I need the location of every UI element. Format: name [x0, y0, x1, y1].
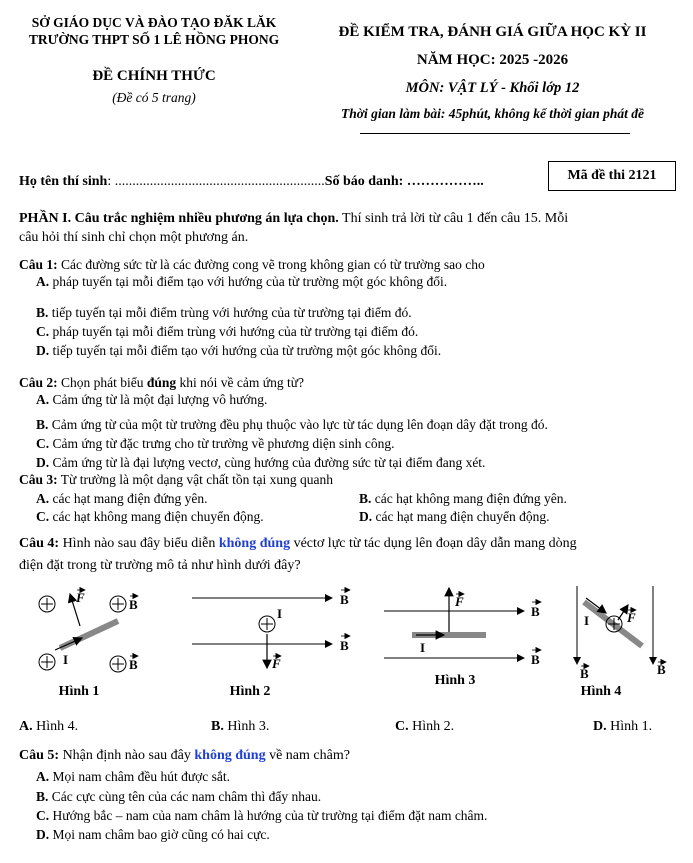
dept-line: SỞ GIÁO DỤC VÀ ĐÀO TẠO ĐĂK LĂK	[31, 15, 277, 30]
q1-num: Câu 1:	[19, 257, 58, 272]
q2-option-a: A. Cảm ứng từ là một đại lượng vô hướng.	[36, 392, 268, 407]
fig1-b-label-top: B	[129, 597, 138, 612]
fig3-i-label: I	[420, 640, 426, 655]
fig1-i-label: I	[63, 652, 69, 667]
q2-stem: Câu 2: Chọn phát biểu đúng khi nói về cảm ứng từ?	[19, 375, 305, 390]
fig4-f-label: F	[627, 610, 636, 625]
q5-option-a: A. Mọi nam châm đều hút được sắt.	[36, 769, 231, 784]
q1-option-d: D. tiếp tuyến tại mỗi điểm tạo với hướng của từ trường một góc không đổi.	[36, 343, 442, 358]
fig2-i-label: I	[277, 606, 283, 621]
figure-3	[384, 588, 541, 667]
b-into-page-symbol-2	[110, 596, 138, 612]
fig2-b-label-top: B	[340, 592, 349, 607]
q2-option-d: D. Cảm ứng từ là đại lượng vectơ, cùng hướng của đường sức từ tại điểm đang xét.	[36, 455, 486, 470]
fig4-b-label-left: B	[580, 666, 589, 681]
id-label: Số báo danh:	[324, 174, 404, 189]
fig2-f-label: F	[272, 656, 281, 671]
fig3-b-label-top: B	[531, 604, 540, 619]
q1-option-b: B. tiếp tuyến tại mỗi điểm trùng với hướng của từ trường tại điểm đó.	[36, 305, 412, 320]
q5-option-d: D. Mọi nam châm bao giờ cũng có hai cực.	[36, 827, 270, 842]
fig4-i-label: I	[584, 613, 590, 628]
q1-option-a: A. pháp tuyến tại mỗi điểm tạo với hướng của từ trường một góc không đổi.	[36, 274, 448, 289]
fig1-f-label: F	[76, 590, 85, 605]
q3-option-a: A. các hạt mang điện đứng yên.	[36, 491, 208, 506]
school-year: NĂM HỌC: 2025 -2026	[416, 52, 569, 68]
q4-figures	[0, 578, 693, 703]
q3-option-d: D. các hạt mang điện chuyển động.	[359, 509, 550, 524]
fig1-current-arrow	[55, 638, 82, 650]
fig2-b-label-bottom: B	[340, 638, 349, 653]
part1-title: PHẦN I. Câu trắc nghiệm nhiều phương án lựa chọn.	[19, 211, 339, 226]
exam-title: ĐỀ KIỂM TRA, ĐÁNH GIÁ GIỮA HỌC KỲ II	[338, 24, 647, 40]
q1-option-c: C. pháp tuyến tại mỗi điểm trùng với hướng của từ trường tại điểm đó.	[36, 324, 419, 339]
part1-instr: Thí sinh trả lời từ câu 1 đến câu 15. Mỗi	[338, 211, 569, 226]
time-note: Thời gian làm bài: 45phút, không kể thời gian phát đề	[341, 106, 644, 121]
q2-option-c: C. Cảm ứng từ đặc trưng cho từ trường về phương diện sinh công.	[36, 436, 395, 451]
fig1-b-label-bottom: B	[129, 657, 138, 672]
q4-option-d: D. Hình 1.	[593, 719, 653, 734]
b-into-page-symbol-3	[39, 654, 55, 670]
fig-caption-1: Hình 1	[58, 684, 100, 699]
fig-caption-2: Hình 2	[229, 684, 271, 699]
fig3-f-label: F	[455, 594, 464, 609]
q3-option-b: B. các hạt không mang điện đứng yên.	[359, 491, 567, 506]
student-name-row	[19, 173, 484, 190]
b-into-page-symbol-1	[39, 596, 55, 612]
figure-2	[192, 590, 350, 671]
fig2-current-into-page	[259, 616, 275, 632]
q4-stem: Câu 4: Hình nào sau đây biểu diễn không đúng véctơ lực từ tác dụng lên đoạn dây dẫn mang dòng	[19, 536, 577, 551]
header-rule	[360, 133, 630, 134]
q3-stem: Câu 3: Từ trường là một dạng vật chất tồn tại xung quanh	[19, 472, 333, 487]
exam-code-box: Mã đề thi 2121	[548, 161, 676, 191]
fig-caption-3: Hình 3	[434, 673, 476, 688]
subject: MÔN: VẬT LÝ - Khối lớp 12	[405, 80, 580, 96]
part1-instr-2: câu hỏi thí sinh chỉ chọn một phương án.	[19, 230, 249, 245]
q4-option-a: A. Hình 4.	[19, 719, 79, 734]
q1-stem	[19, 256, 485, 273]
figure-4	[577, 586, 666, 681]
q4-option-b: B. Hình 3.	[211, 719, 270, 734]
name-dots: : ............................................................	[107, 174, 325, 189]
q3-option-c: C. các hạt không mang điện chuyển động.	[36, 509, 264, 524]
fig4-b-label-right: B	[657, 662, 666, 677]
q2-option-b: B. Cảm ứng từ của một từ trường đều phụ thuộc vào lực từ tác dụng lên đoạn dây đặt trong đó.	[36, 417, 548, 432]
id-dots: ……………..	[403, 174, 484, 189]
q5-option-c: C. Hướng bắc – nam của nam châm là hướng của từ trường tại điểm đặt nam châm.	[36, 808, 488, 823]
figure-1	[39, 590, 138, 672]
name-label: Họ tên thí sinh	[19, 174, 108, 189]
q4-option-c: C. Hình 2.	[395, 719, 455, 734]
fig-caption-4: Hình 4	[580, 684, 622, 699]
school-line: TRƯỜNG THPT SỐ 1 LÊ HỒNG PHONG	[28, 32, 280, 47]
pages-note: (Đề có 5 trang)	[112, 90, 196, 105]
q4-stem-2: điện đặt trong từ trường mô tả như hình dưới đây?	[19, 558, 301, 573]
official-label: ĐỀ CHÍNH THỨC	[92, 68, 216, 84]
fig3-b-label-bottom: B	[531, 652, 540, 667]
q5-option-b: B. Các cực cùng tên của các nam châm thì đẩy nhau.	[36, 789, 322, 804]
q5-stem: Câu 5: Nhận định nào sau đây không đúng về nam châm?	[19, 748, 350, 763]
part1-line1	[19, 210, 679, 227]
q1-text: Các đường sức từ là các đường cong vẽ trong không gian có từ trường sao cho	[57, 257, 485, 272]
b-into-page-symbol-4	[110, 656, 138, 672]
